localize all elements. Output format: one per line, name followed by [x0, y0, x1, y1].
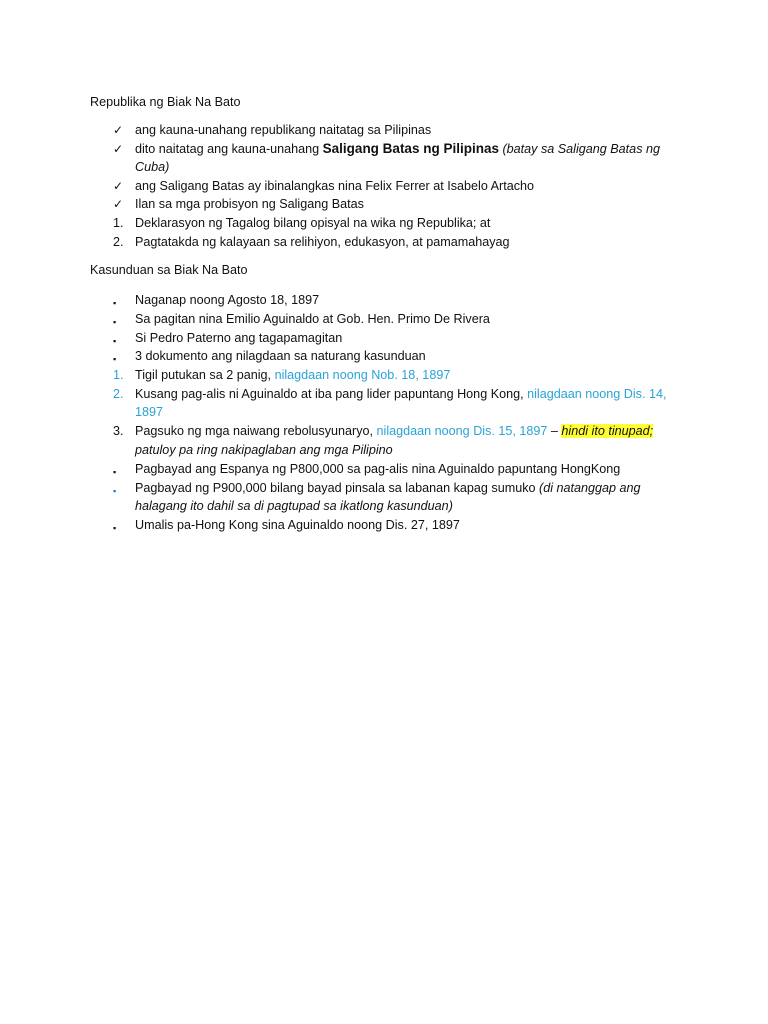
list-item-text: Pagbayad ang Espanya ng P800,000 sa pag-alis nina Aguinaldo papuntang HongKong — [135, 462, 621, 476]
list-number: 1. — [113, 216, 124, 230]
square-bullet-icon: ▪ — [113, 336, 117, 346]
list-item-text-blue: nilagdaan noong Dis. 14, — [527, 387, 667, 401]
list-item-text — [135, 367, 450, 383]
checkmark-icon: ✓ — [113, 142, 124, 156]
list-number: 2. — [113, 387, 124, 401]
list-number: 2. — [113, 235, 124, 249]
square-bullet-icon: ▪ — [113, 486, 117, 496]
list-item-text: 3 dokumento ang nilagdaan sa naturang kasunduan — [135, 349, 426, 363]
list-item-text: Sa pagitan nina Emilio Aguinaldo at Gob. Hen. Primo De Rivera — [135, 312, 490, 326]
list-item-text: Naganap noong Agosto 18, 1897 — [135, 293, 320, 307]
list-item-text — [135, 480, 641, 496]
list-item-text — [135, 141, 660, 157]
checkmark-icon: ✓ — [113, 123, 124, 137]
list-item-text: ang Saligang Batas ay ibinalangkas nina Felix Ferrer at Isabelo Artacho — [135, 179, 535, 193]
list-item-text-blue: nilagdaan noong Nob. 18, 1897 — [274, 368, 451, 382]
list-item-text-plain: Pagsuko ng mga naiwang rebolusyunaryo, — [135, 424, 377, 438]
section-heading-republika: Republika ng Biak Na Bato — [90, 95, 241, 109]
list-item-text: Umalis pa-Hong Kong sina Aguinaldo noong Dis. 27, 1897 — [135, 518, 460, 532]
list-item-text-italic: patuloy pa ring nakipaglaban ang mga Pilipino — [135, 443, 393, 457]
square-bullet-icon: ▪ — [113, 467, 117, 477]
list-item-text-italic: (di natanggap ang — [539, 481, 641, 495]
list-number: 3. — [113, 424, 124, 438]
square-bullet-icon: ▪ — [113, 298, 117, 308]
checkmark-icon: ✓ — [113, 197, 124, 211]
list-item-text — [135, 386, 666, 402]
square-bullet-icon: ▪ — [113, 354, 117, 364]
list-item-text-plain: dito naitatag ang kauna-unahang — [135, 142, 323, 156]
square-bullet-icon: ▪ — [113, 317, 117, 327]
list-item-text: Ilan sa mga probisyon ng Saligang Batas — [135, 197, 364, 211]
list-item-text-bold: Saligang Batas ng Pilipinas — [322, 141, 499, 156]
list-item-text: ang kauna-unahang republikang naitatag sa Pilipinas — [135, 123, 432, 137]
checkmark-icon: ✓ — [113, 179, 124, 193]
list-item-text-plain: Pagbayad ng P900,000 bilang bayad pinsala sa labanan kapag sumuko — [135, 481, 540, 495]
list-item-text-blue: nilagdaan noong Dis. 15, 1897 — [376, 424, 548, 438]
list-item-text: Pagtatakda ng kalayaan sa relihiyon, edukasyon, at pamamahayag — [135, 235, 510, 249]
list-item-text — [135, 423, 653, 439]
square-bullet-icon: ▪ — [113, 523, 117, 533]
list-number: 1. — [113, 368, 124, 382]
section-heading-kasunduan: Kasunduan sa Biak Na Bato — [90, 263, 248, 277]
list-item-text: Deklarasyon ng Tagalog bilang opisyal na wika ng Republika; at — [135, 216, 491, 230]
list-item-text-blue: 1897 — [135, 405, 164, 419]
list-item-text-plain: Kusang pag-alis ni Aguinaldo at iba pang lider papuntang Hong Kong, — [135, 387, 528, 401]
list-item-text: Si Pedro Paterno ang tagapamagitan — [135, 331, 343, 345]
list-item-text-italic: Cuba) — [135, 160, 170, 174]
list-item-text-dash: – — [547, 424, 562, 438]
highlighted-text: hindi ito tinupad; — [561, 424, 654, 438]
list-item-text-italic: (batay sa Saligang Batas ng — [498, 142, 660, 156]
list-item-text-italic: halagang ito dahil sa di pagtupad sa ikatlong kasunduan) — [135, 499, 453, 513]
list-item-text-plain: Tigil putukan sa 2 panig, — [135, 368, 275, 382]
